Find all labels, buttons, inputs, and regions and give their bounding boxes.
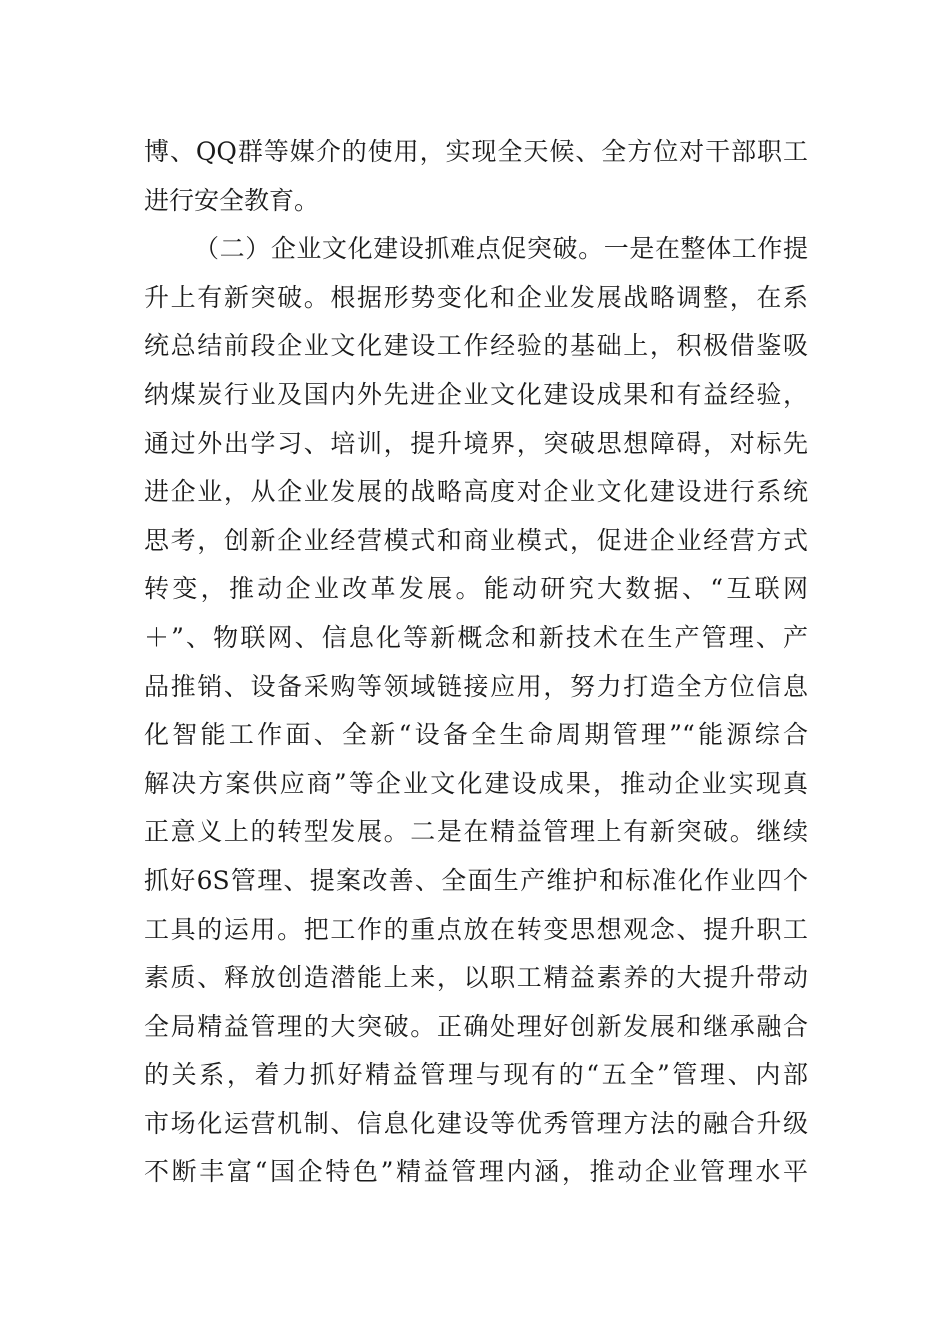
text-line: 统总结前段企业文化建设工作经验的基础上，积极借鉴吸 <box>144 331 808 361</box>
text-line: 全局精益管理的大突破。正确处理好创新发展和继承融合 <box>144 1011 808 1041</box>
text-line: 品推销、设备采购等领域链接应用，努力打造全方位信息 <box>144 671 808 701</box>
text-line: 思考，创新企业经营模式和商业模式，促进企业经营方式 <box>144 525 808 555</box>
text-line: 纳煤炭行业及国内外先进企业文化建设成果和有益经验， <box>144 379 808 409</box>
text-line: 抓好6S管理、提案改善、全面生产维护和标准化作业四个 <box>144 865 808 895</box>
text-line: ＋”、物联网、信息化等新概念和新技术在生产管理、产 <box>144 622 808 652</box>
text-line: 解决方案供应商”等企业文化建设成果，推动企业实现真 <box>144 768 808 798</box>
text-line: 的关系，着力抓好精益管理与现有的“五全”管理、内部 <box>144 1060 808 1090</box>
text-line: 正意义上的转型发展。二是在精益管理上有新突破。继续 <box>144 817 808 847</box>
text-line: 通过外出学习、培训，提升境界，突破思想障碍，对标先 <box>144 428 808 458</box>
text-line: 工具的运用。把工作的重点放在转变思想观念、提升职工 <box>144 914 808 944</box>
text-line: 博、QQ群等媒介的使用，实现全天候、全方位对干部职工 <box>144 137 808 166</box>
body-text <box>144 128 808 1197</box>
text-line: 转变，推动企业改革发展。能动研究大数据、“互联网 <box>144 574 808 604</box>
text-line: 化智能工作面、全新“设备全生命周期管理”“能源综合 <box>144 720 808 750</box>
text-line: 市场化运营机制、信息化建设等优秀管理方法的融合升级 <box>144 1108 808 1138</box>
text-line: 不断丰富“国企特色”精益管理内涵，推动企业管理水平 <box>144 1157 808 1187</box>
paragraph-start-line: （二）企业文化建设抓难点促突破。一是在整体工作提 <box>194 234 808 264</box>
text-line: 升上有新突破。根据形势变化和企业发展战略调整，在系 <box>144 282 808 312</box>
text-line: 进企业，从企业发展的战略高度对企业文化建设进行系统 <box>144 477 808 507</box>
text-line: 素质、释放创造潜能上来，以职工精益素养的大提升带动 <box>144 963 808 993</box>
text-line: 进行安全教育。 <box>144 185 320 215</box>
